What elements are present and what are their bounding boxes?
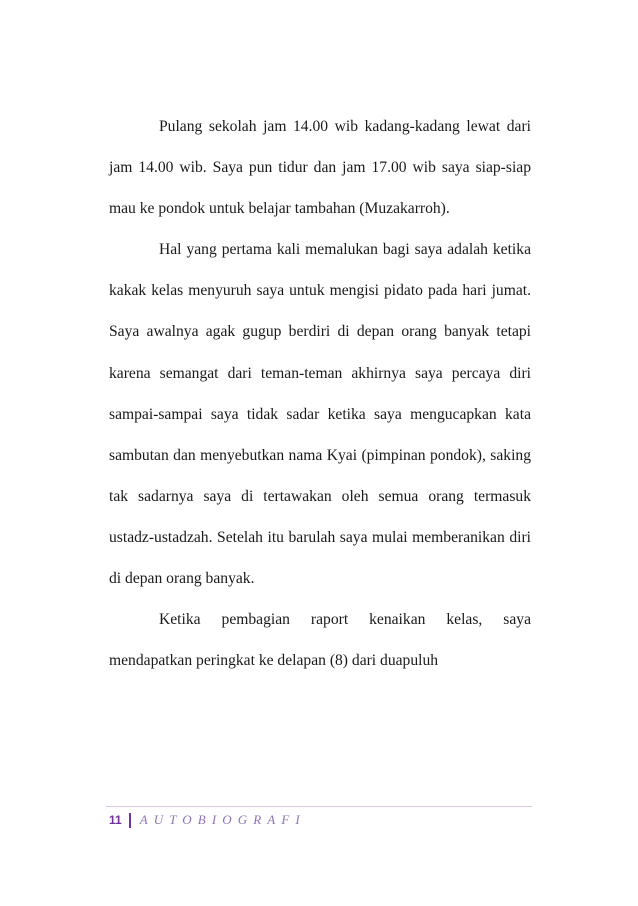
- page-footer: [109, 809, 306, 831]
- paragraph: Pulang sekolah jam 14.00 wib kadang-kadang lewat dari jam 14.00 wib. Saya pun tidur dan jam 17.00 wib saya siap-siap mau ke pondok untuk belajar tambahan (Muzakarroh).: [109, 118, 531, 218]
- footer-separator: [129, 813, 131, 828]
- page-number: 11: [109, 813, 122, 827]
- paragraph: Hal yang pertama kali memalukan bagi saya adalah ketika kakak kelas menyuruh saya untuk mengisi pidato pada hari jumat. Saya awalnya agak gugup berdiri di depan orang banyak tetapi karena semangat dari teman-teman akhirnya saya percaya diri sampai-sampai saya tidak sadar ketika saya mengucapkan kata sambutan dan menyebutkan nama Kyai (pimpinan pondok), saking tak sadarnya saya di tertawakan oleh semua orang termasuk ustadz-ustadzah. Setelah itu barulah saya mulai memberanikan diri di depan orang banyak.: [109, 241, 531, 588]
- running-title: AUTOBIOGRAFI: [139, 812, 306, 827]
- paragraph: Ketika pembagian raport kenaikan kelas, saya mendapatkan peringkat ke delapan (8) dari duapuluh: [109, 611, 531, 670]
- footer-divider: [106, 806, 532, 807]
- body-text: [109, 106, 531, 681]
